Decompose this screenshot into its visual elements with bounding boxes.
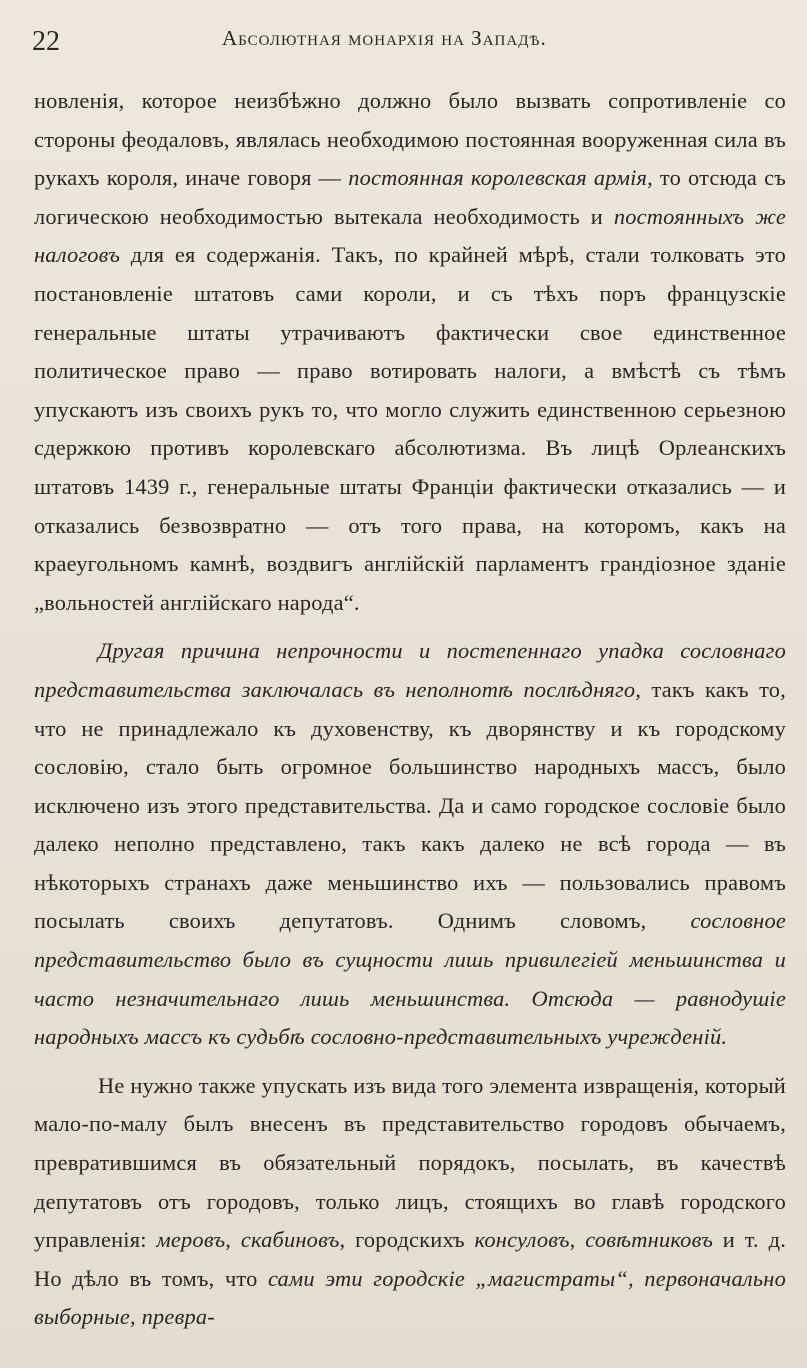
text-run: , городскихъ (339, 1227, 475, 1253)
running-title: Абсолютная монархія на Западѣ. (222, 26, 547, 50)
text-run: , то отсюда съ логическою необходимостью вытекала необходимость и (34, 165, 786, 229)
emphasized-text: постоянныхъ же налоговъ (34, 203, 786, 268)
text-run: и т. д. Но дѣло въ томъ, что (34, 1227, 786, 1291)
paragraph (34, 82, 786, 622)
text-run: Не нужно также упускать изъ вида того элемента извращенія, который мало-по-малу былъ внесенъ въ представительство городовъ обычаемъ, превратившимся въ обязательный порядокъ, посылать, въ качествѣ депутатовъ отъ городовъ, только лицъ, стоящихъ во главѣ городского управленія: (34, 1072, 786, 1253)
paragraph (34, 632, 786, 1057)
text-run: для ея содержанія. Такъ, по крайней мѣрѣ, стали толковать это постановленіе штатовъ сами короли, и съ тѣхъ поръ французскіе генеральные штаты утрачиваютъ фактически свое единственное политическое право — право вотировать налоги, а вмѣстѣ съ тѣмъ упускаютъ изъ своихъ рукъ то, что могло служить единственною серьезною сдержкою противъ королевскаго абсолютизма. Въ лицѣ Орлеанскихъ штатовъ 1439 г., генеральные штаты Франціи фактически отказались — и отказались безвозвратно — отъ того права, на которомъ, какъ на краеугольномъ камнѣ, воздвигъ англійскій парламентъ грандіозное зданіе „вольностей англійскаго народа“. (34, 242, 786, 615)
emphasized-text: меровъ (156, 1227, 226, 1253)
emphasized-text: скабиновъ (240, 1227, 340, 1253)
text-run: , (225, 1227, 241, 1253)
text-run: новленія, которое неизбѣжно должно было вызвать сопротивленіе со стороны феодаловъ, являлась необходимою постоянная вооруженная сила въ рукахъ короля, иначе говоря — (34, 88, 786, 191)
text-run: , такъ какъ то, что не принадлежало къ духовенству, къ дворянству и къ городскому сословію, стало быть огромное большинство народныхъ массъ, было исключено изъ этого представительства. Да и само городское сословіе было далеко неполно представлено, такъ какъ далеко не всѣ города — въ нѣкоторыхъ странахъ даже меньшинство ихъ — пользовались правомъ посылать своихъ депутатовъ. Однимъ словомъ, (34, 676, 786, 934)
emphasized-text: совѣтниковъ (585, 1227, 714, 1253)
paragraph (34, 1067, 786, 1337)
emphasized-text: сословное представительство было въ сущности лишь привилегіей меньшинства и часто незначительнаго лишь меньшинства. Отсюда — равнодушіе народныхъ массъ къ судьбѣ сословно-представительныхъ учрежденій. (34, 908, 786, 1050)
emphasized-text: постоянная королевская армія (348, 165, 648, 191)
emphasized-text: Другая причина непрочности и постепеннаго упадка сословнаго представительства заключалась въ неполнотѣ послѣдняго (34, 638, 786, 702)
text-run: , (569, 1227, 586, 1253)
body-text (34, 82, 786, 1337)
page-header (32, 22, 767, 62)
emphasized-text: консуловъ (474, 1227, 570, 1253)
emphasized-text: сами эти городскіе „магистраты“, первоначально выборные, превра- (34, 1265, 786, 1330)
page-number: 22 (32, 26, 60, 57)
